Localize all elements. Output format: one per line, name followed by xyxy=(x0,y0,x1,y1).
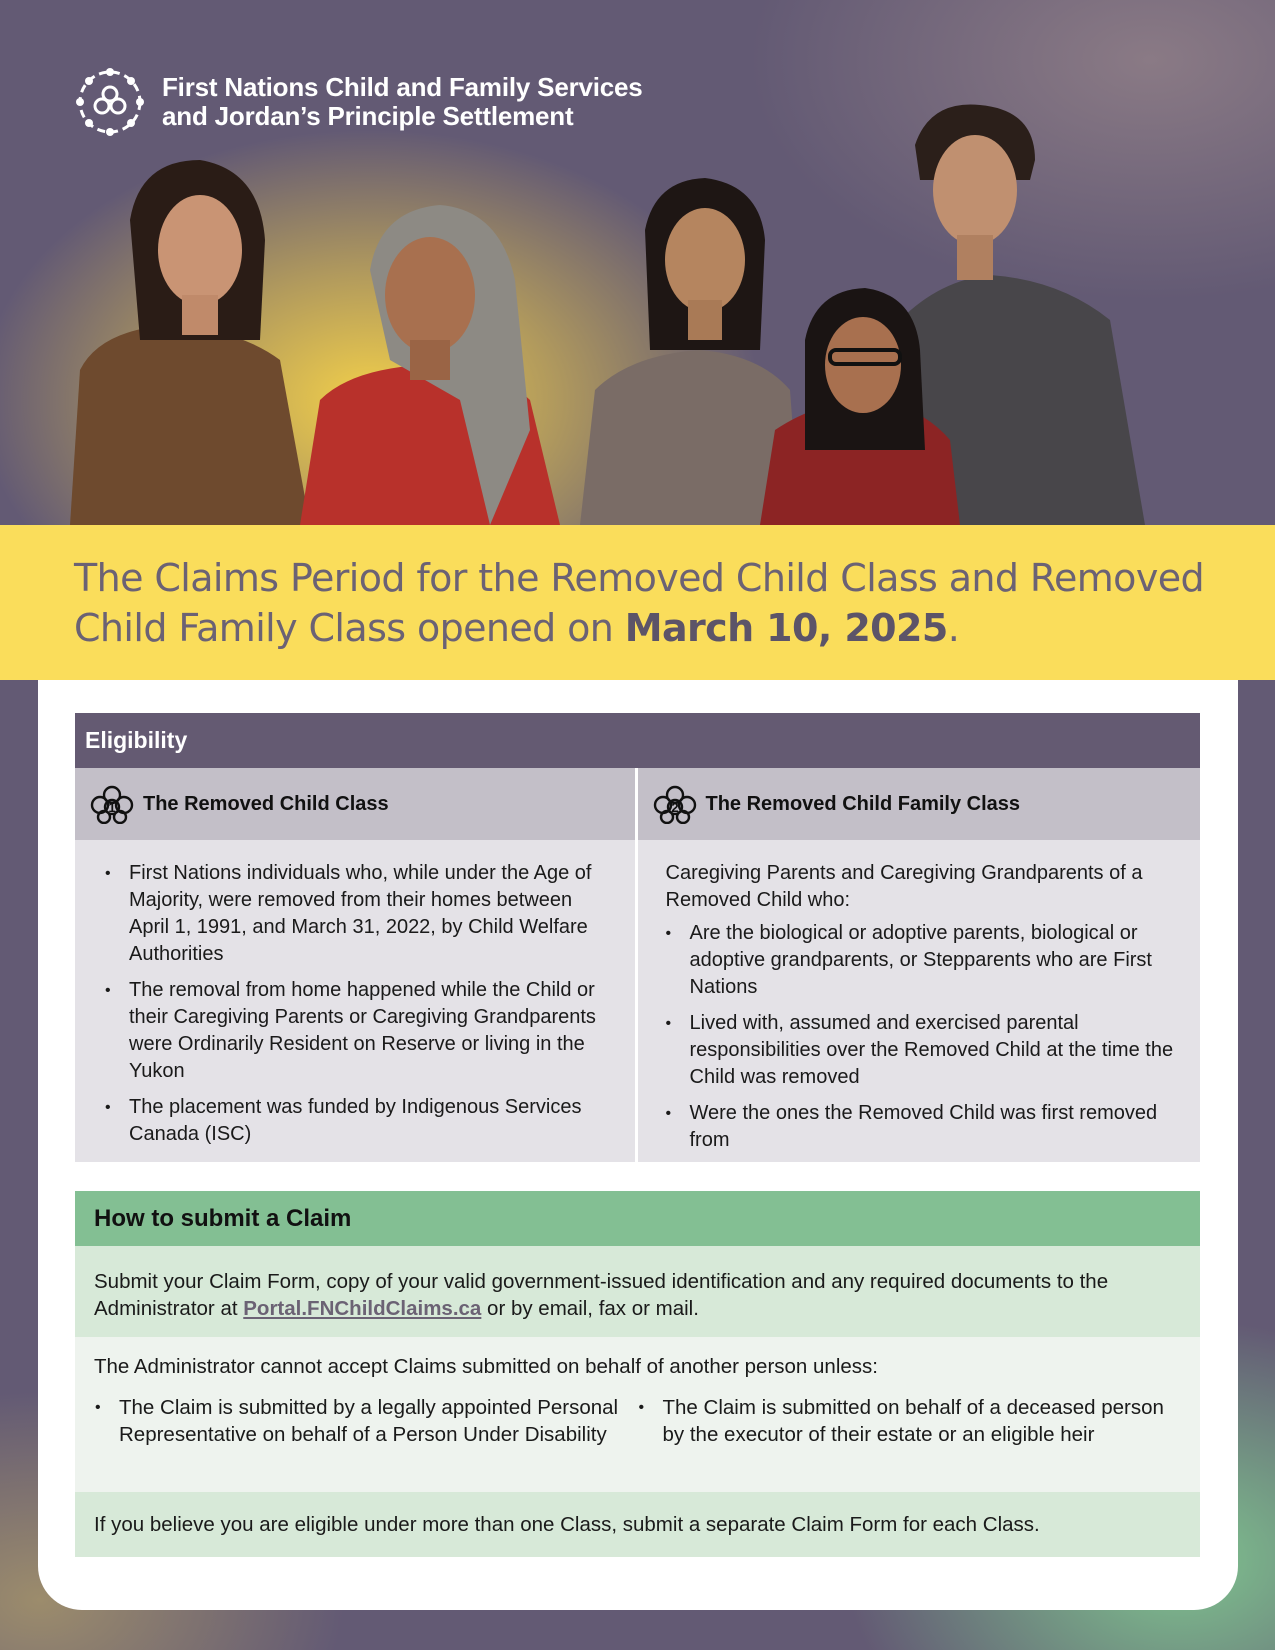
removed-child-column xyxy=(75,768,638,1162)
headline-text: The Claims Period for the Removed Child Class and Removed Child Family Class opened on xyxy=(74,556,1205,650)
list-item: • The Claim is submitted by a legally appointed Personal Representative on behalf of a Person Under Disability xyxy=(119,1394,638,1448)
org-title-line1: First Nations Child and Family Services xyxy=(162,72,643,102)
person-1 xyxy=(70,160,310,525)
headline xyxy=(74,553,1234,653)
headline-period: . xyxy=(947,606,960,650)
family-class-title: The Removed Child Family Class xyxy=(705,792,1021,815)
person-2 xyxy=(300,205,560,525)
family-class-header xyxy=(638,768,1201,840)
family-class-intro: Caregiving Parents and Caregiving Grandparents of a Removed Child who: xyxy=(665,862,1143,911)
class-1-flower-icon xyxy=(87,784,137,824)
removed-child-title: The Removed Child Class xyxy=(143,792,389,815)
eligibility-table xyxy=(75,713,1200,1162)
submit-instructions xyxy=(75,1246,1200,1337)
class-2-flower-icon xyxy=(650,784,700,824)
list-item: • The Claim is submitted on behalf of a deceased person by the executor of their estate or an eligible heir xyxy=(663,1394,1182,1448)
multiple-class-note: If you believe you are eligible under more than one Class, submit a separate Claim Form for each Class. xyxy=(75,1492,1200,1557)
family-class-column xyxy=(638,768,1201,1162)
behalf-rules xyxy=(75,1337,1200,1492)
org-title-line2: and Jordan’s Principle Settlement xyxy=(162,101,574,131)
removed-child-header xyxy=(75,768,635,840)
claims-portal-link[interactable]: Portal.FNChildClaims.ca xyxy=(243,1297,482,1320)
removed-child-criteria xyxy=(75,840,635,1162)
headline-banner xyxy=(0,525,1275,680)
hero-photo xyxy=(60,100,1220,525)
family-class-criteria xyxy=(638,840,1201,1162)
class-1-number: 1 xyxy=(108,800,116,815)
list-item: • First Nations individuals who, while under the Age of Majority, were removed from their homes between April 1, 1991, and March 31, 2022, by Child Welfare Authorities xyxy=(129,860,617,968)
person-3 xyxy=(580,178,800,525)
list-item: • The removal from home happened while the Child or their Caregiving Parents or Caregiving Grandparents were Ordinarily Resident on Reserve or living in the Yukon xyxy=(129,977,617,1085)
list-item: • Were the ones the Removed Child was first removed from xyxy=(690,1100,1183,1154)
eligibility-heading: Eligibility xyxy=(75,713,1200,768)
submit-heading: How to submit a Claim xyxy=(75,1191,1200,1246)
behalf-intro: The Administrator cannot accept Claims submitted on behalf of another person unless: xyxy=(94,1355,878,1378)
submit-text-2: or by email, fax or mail. xyxy=(481,1297,699,1320)
class-2-number: 2 xyxy=(670,800,679,815)
list-item: • Are the biological or adoptive parents, biological or adoptive grandparents, or Stepparents who are First Nations xyxy=(690,920,1183,1001)
submit-text-1: Submit your Claim Form, copy of your valid government-issued identification and any required documents to the Administrator at xyxy=(94,1270,1109,1320)
list-item: • Lived with, assumed and exercised parental responsibilities over the Removed Child at the time the Child was removed xyxy=(690,1010,1183,1091)
list-item: • The placement was funded by Indigenous Services Canada (ISC) xyxy=(129,1094,617,1148)
headline-date: March 10, 2025 xyxy=(624,606,948,650)
submit-claim-section xyxy=(75,1191,1200,1557)
